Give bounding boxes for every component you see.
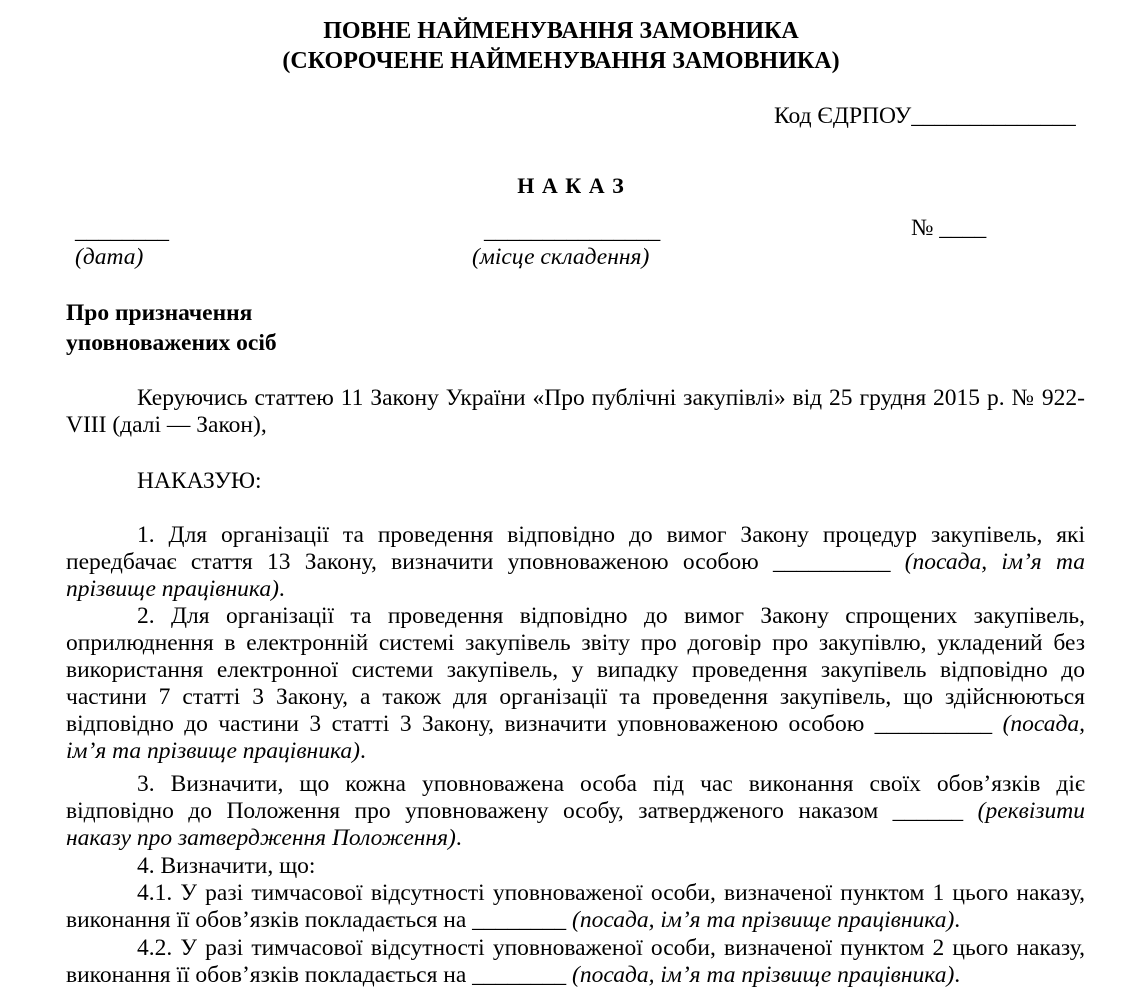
customer-full-name: ПОВНЕ НАЙМЕНУВАННЯ ЗАМОВНИКА [323, 18, 799, 44]
date-label: (дата) [75, 244, 144, 270]
item-2-line-3: використання електронної системи закупівель, у випадку проведення закупівель відповідно до [66, 657, 1085, 683]
place-blank: _______________ [484, 218, 661, 244]
date-blank: ________ [75, 218, 169, 244]
item-4-2 [66, 935, 1085, 989]
item-2-line-5: відповідно до частини 3 статті 3 Закону, визначити уповноваженою особою __________ (посада, [66, 711, 1085, 737]
item-4-1-line-1: 4.1. У разі тимчасової відсутності уповноваженої особи, визначеної пунктом 1 цього наказу, [137, 880, 1085, 906]
item-3 [66, 771, 1085, 852]
item-2-line-6: ім’я та прізвище працівника). [66, 738, 366, 764]
item-1 [66, 522, 1085, 603]
subject-line-1: Про призначення [66, 300, 253, 326]
order-number: № ____ [911, 215, 987, 241]
item-4-2-line-1: 4.2. У разі тимчасової відсутності уповноваженої особи, визначеної пунктом 2 цього наказу, [137, 935, 1085, 961]
subject-line-2: уповноважених осіб [66, 330, 277, 356]
item-2 [66, 603, 1085, 765]
item-4: 4. Визначити, що: [137, 853, 316, 879]
preamble-line-2: VIII (далі — Закон), [66, 412, 267, 438]
place-label: (місце складення) [472, 244, 650, 270]
document-title: Н А К А З [517, 173, 625, 198]
item-4-2-line-2: виконання її обов’язків покладається на ________ (посада, ім’я та прізвище працівника). [66, 962, 961, 988]
item-4-1-line-2: виконання її обов’язків покладається на ________ (посада, ім’я та прізвище працівника). [66, 907, 961, 933]
preamble-line-1: Керуючись статтею 11 Закону України «Про публічні закупівлі» від 25 грудня 2015 р. № 922- [137, 385, 1085, 411]
preamble [66, 385, 1085, 439]
item-1-line-2: передбачає стаття 13 Закону, визначити уповноваженою особою __________ (посада, ім’я та [66, 549, 1085, 575]
command: НАКАЗУЮ: [137, 468, 262, 494]
item-2-line-2: оприлюднення в електронній системі закупівель звіту про договір про закупівлю, укладений без [66, 630, 1085, 656]
item-2-line-1: 2. Для організації та проведення відповідно до вимог Закону спрощених закупівель, [137, 603, 1085, 629]
customer-short-name: (СКОРОЧЕНЕ НАЙМЕНУВАННЯ ЗАМОВНИКА) [282, 48, 840, 74]
item-2-line-4: частини 7 статті 3 Закону, а також для організації та проведення закупівель, що здійснюються [66, 684, 1085, 710]
item-3-line-3: наказу про затвердження Положення). [66, 825, 462, 851]
item-1-line-1: 1. Для організації та проведення відповідно до вимог Закону процедур закупівель, які [137, 522, 1085, 548]
item-3-line-2: відповідно до Положення про уповноважену особу, затвердженого наказом ______ (реквізити [66, 798, 1085, 824]
item-3-line-1: 3. Визначити, що кожна уповноважена особа під час виконання своїх обов’язків діє [137, 771, 1085, 797]
item-1-line-3: прізвище працівника). [66, 576, 285, 602]
item-4-1 [66, 880, 1085, 934]
edrpou-field: Код ЄДРПОУ______________ [774, 103, 1076, 129]
